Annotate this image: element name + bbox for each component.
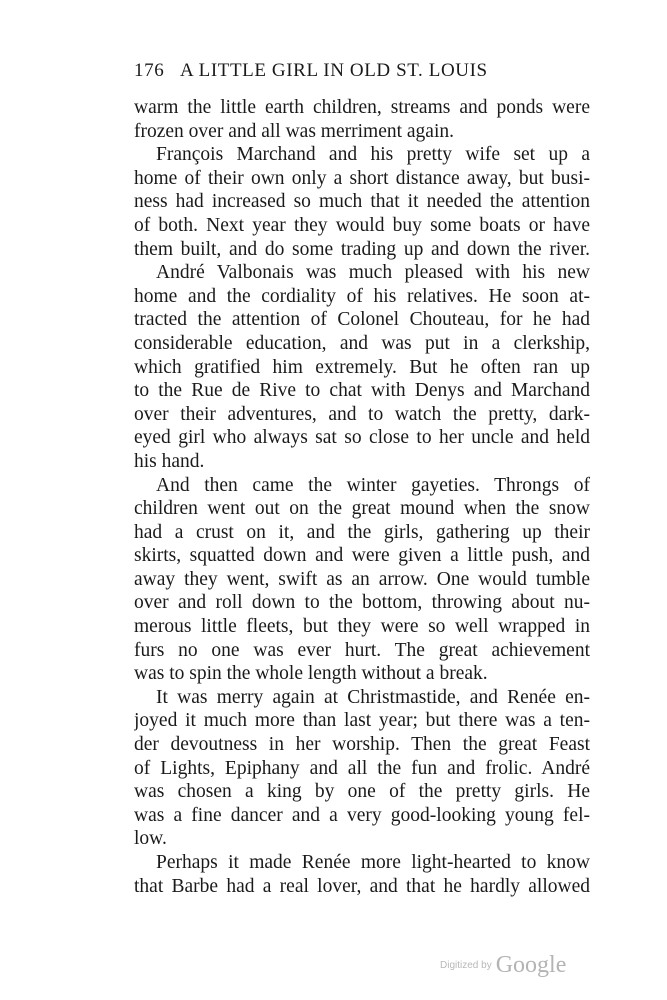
text-line: eyed girl who always sat so close to her uncle and held: [134, 427, 590, 449]
text-line: children went out on the great mound when the snow: [134, 498, 590, 520]
text-line: of Lights, Epiphany and all the fun and frolic. André: [134, 757, 590, 779]
body-text: [134, 96, 590, 898]
text-line: home and the cordiality of his relatives. He soon at-: [134, 285, 590, 307]
text-line: over and roll down to the bottom, throwing about nu-: [134, 592, 590, 614]
text-line: away they went, swift as an arrow. One would tumble: [134, 568, 590, 590]
text-line: tracted the attention of Colonel Chouteau, for he had: [134, 309, 590, 331]
text-line: joyed it much more than last year; but there was a ten-: [134, 710, 590, 732]
text-line: François Marchand and his pretty wife set up a: [156, 144, 590, 166]
text-line: had a crust on it, and the girls, gathering up their: [134, 521, 590, 543]
running-title: A LITTLE GIRL IN OLD ST. LOUIS: [180, 60, 488, 81]
running-head: [134, 60, 534, 88]
text-line: furs no one was ever hurt. The great achievement: [134, 639, 590, 661]
text-line: der devoutness in her worship. Then the great Feast: [134, 734, 590, 756]
text-line: frozen over and all was merriment again.: [134, 120, 454, 142]
digitized-by-watermark: [440, 952, 566, 982]
text-line: ness had increased so much that it needed the attention: [134, 191, 590, 213]
text-line: was to spin the whole length without a break.: [134, 663, 488, 685]
text-line: considerable education, and was put in a clerkship,: [134, 332, 590, 354]
text-line: was a fine dancer and a very good-looking young fel-: [134, 804, 590, 826]
text-line: of both. Next year they would buy some boats or have: [134, 214, 590, 236]
text-line: Perhaps it made Renée more light-hearted to know: [156, 852, 590, 873]
text-line: his hand.: [134, 450, 205, 472]
text-line: skirts, squatted down and were given a little push, and: [134, 545, 590, 567]
text-line: them built, and do some trading up and down the river.: [134, 238, 590, 260]
text-line: was chosen a king by one of the pretty girls. He: [134, 781, 590, 803]
text-line: And then came the winter gayeties. Throngs of: [156, 474, 590, 496]
text-line: André Valbonais was much pleased with his new: [156, 262, 590, 284]
text-line: over their adventures, and to watch the pretty, dark-: [134, 403, 590, 425]
text-line: low.: [134, 828, 167, 850]
text-line: to the Rue de Rive to chat with Denys and Marchand: [134, 380, 590, 402]
google-logo: Google: [495, 952, 567, 978]
text-line: home of their own only a short distance away, but busi-: [134, 167, 590, 189]
text-line: that Barbe had a real lover, and that he hardly allowed: [134, 875, 590, 897]
digitized-by-label: Digitized by: [440, 960, 492, 971]
text-line: merous little fleets, but they were so well wrapped in: [134, 616, 590, 638]
text-line: It was merry again at Christmastide, and Renée en-: [156, 686, 590, 708]
text-line: warm the little earth children, streams and ponds were: [134, 97, 590, 118]
text-line: which gratified him extremely. But he often ran up: [134, 356, 590, 378]
page-number: 176: [134, 60, 165, 81]
